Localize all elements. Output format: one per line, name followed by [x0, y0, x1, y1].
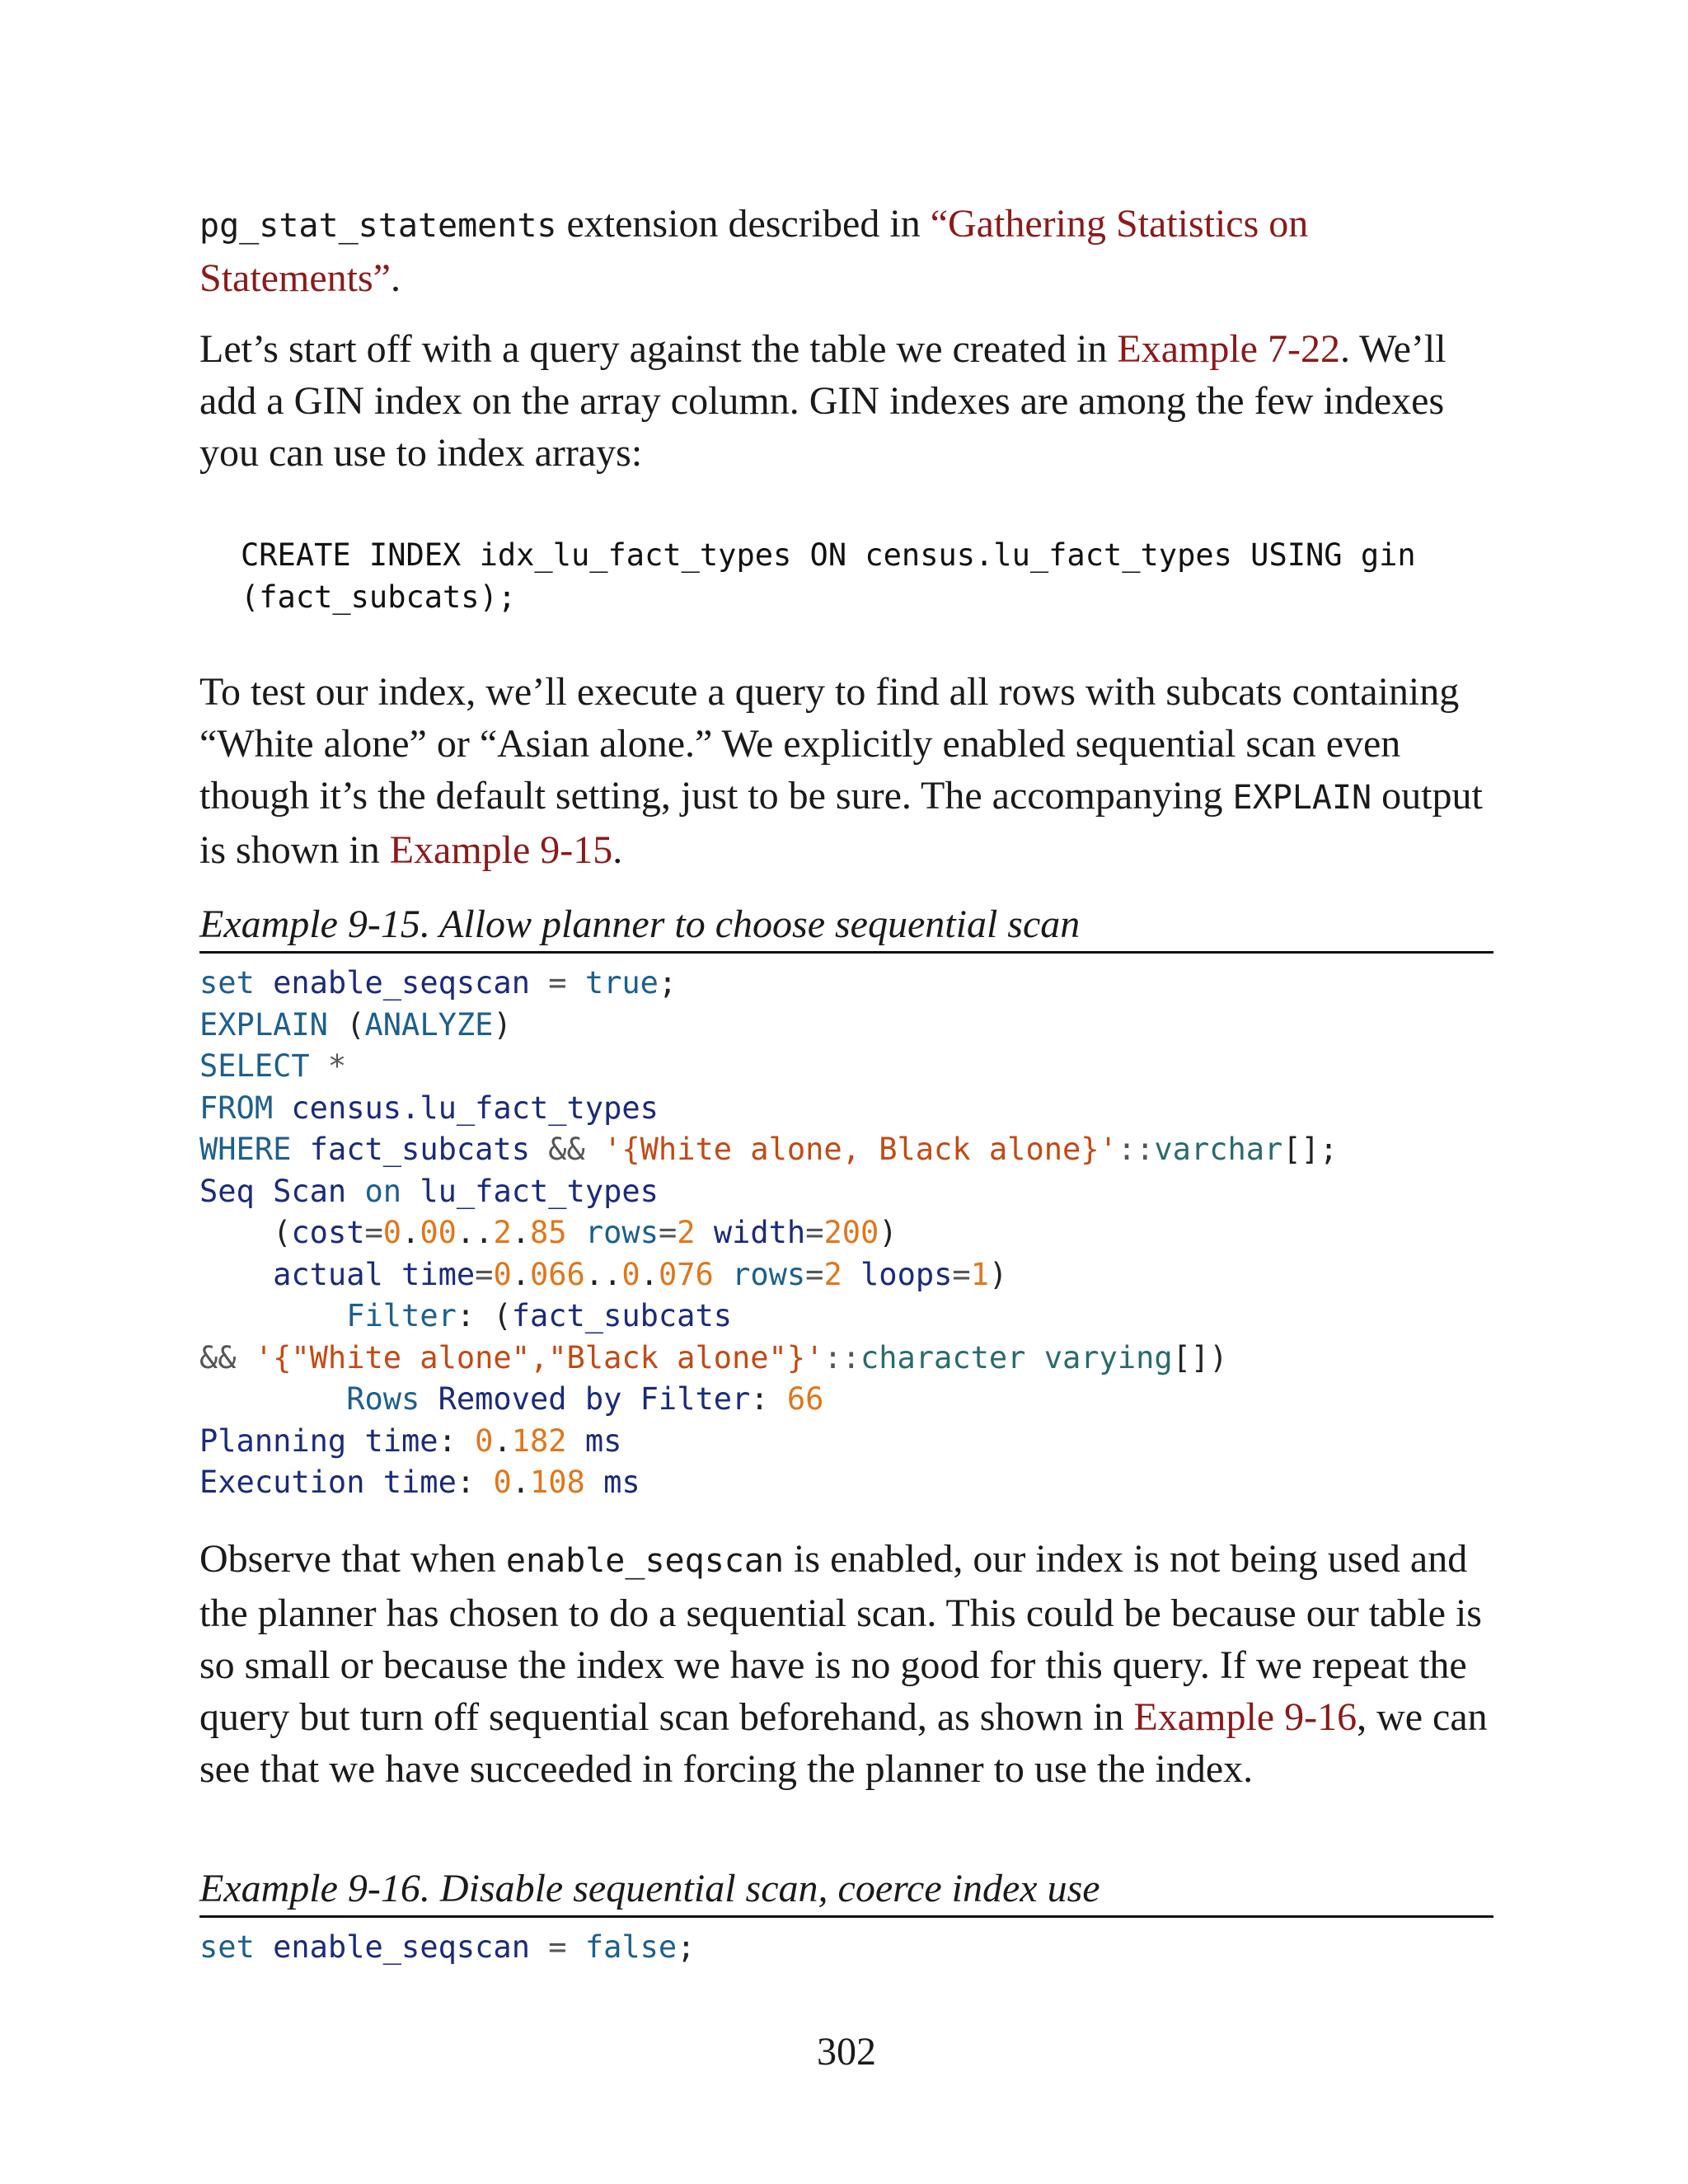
code-token	[346, 1174, 364, 1209]
code-token: )	[879, 1215, 898, 1250]
code-token: .	[401, 1215, 420, 1250]
code-token: 0	[493, 1256, 512, 1292]
inline-code-enable-seqscan: enable_seqscan	[505, 1542, 785, 1580]
code-line	[199, 1421, 1338, 1463]
code-token: )	[493, 1006, 512, 1043]
paragraph-text: To test our index, we’ll execute a query to find all rows with subcats containing “White alone” or “Asian alone.” We explicitly enabled sequential scan even though it’s the default setting, just to be sure. The accompanying	[199, 670, 1460, 818]
page-number: 302	[817, 2030, 876, 2074]
code-token: ::	[1117, 1132, 1155, 1167]
code-token: character varying	[860, 1339, 1173, 1376]
code-token: &&	[529, 1132, 604, 1167]
code-token: ..	[584, 1256, 622, 1292]
code-line	[199, 1088, 1338, 1130]
code-token	[199, 1381, 346, 1417]
code-token	[567, 1423, 585, 1459]
code-token: 2	[823, 1256, 842, 1292]
code-token	[273, 1090, 291, 1126]
code-token: census.lu_fact_types	[291, 1090, 659, 1126]
code-token: Execution time	[199, 1465, 457, 1500]
code-token: : (	[456, 1298, 512, 1333]
code-line	[199, 1254, 1338, 1296]
code-token	[199, 1298, 346, 1333]
code-token: 66	[786, 1381, 824, 1417]
code-token: 182	[511, 1422, 567, 1459]
code-token: Seq Scan	[199, 1173, 347, 1209]
code-line	[199, 1462, 1338, 1504]
example-9-15-caption: Example 9-15. Allow planner to choose sequential scan	[199, 900, 1493, 954]
code-token: Planning time	[199, 1422, 438, 1459]
code-token: FROM	[199, 1090, 274, 1126]
paragraph-text: , we can see that we have succeeded in forcing the planner to use the index.	[199, 1695, 1488, 1791]
code-token: fact_subcats	[511, 1298, 733, 1333]
code-line	[199, 1296, 1338, 1338]
code-token: 2	[493, 1215, 512, 1250]
link-gathering-statistics[interactable]: “Gathering Statistics on Statements”	[199, 202, 1309, 300]
code-token: ::	[823, 1339, 860, 1376]
code-token: 076	[658, 1256, 714, 1292]
code-line	[199, 1212, 1338, 1254]
code-token: on	[364, 1173, 402, 1209]
create-index-code	[241, 534, 1416, 617]
code-line: CREATE INDEX idx_lu_fact_types ON census.lu_fact_types USING gin	[241, 537, 1416, 573]
code-token: &&	[199, 1339, 255, 1376]
code-token: :	[750, 1381, 787, 1417]
code-token: 00	[420, 1215, 457, 1250]
code-token: =	[805, 1256, 824, 1292]
code-token: (	[199, 1215, 292, 1250]
code-token: Filter	[346, 1298, 457, 1333]
code-token: [])	[1172, 1339, 1228, 1376]
code-token: ;	[677, 1929, 696, 1965]
link-example-7-22[interactable]: Example 7-22	[1117, 327, 1340, 371]
code-token: actual time	[273, 1256, 476, 1292]
code-token: 200	[823, 1215, 879, 1250]
code-line	[199, 1927, 695, 1969]
code-token	[199, 1257, 273, 1292]
code-token: .	[493, 1422, 512, 1459]
code-token: [];	[1282, 1132, 1339, 1167]
paragraph-text: output is shown in	[199, 774, 1483, 872]
book-page	[199, 0, 1493, 2184]
code-token: 066	[530, 1256, 585, 1292]
inline-code-explain: EXPLAIN	[1232, 779, 1372, 817]
code-line	[199, 1379, 1338, 1421]
paragraph-observe	[199, 1533, 1493, 1795]
code-token: .	[511, 1256, 530, 1292]
code-token: rows	[732, 1256, 806, 1292]
code-token: lu_fact_types	[420, 1173, 659, 1209]
code-token: 0	[382, 1215, 402, 1250]
code-token: '{White alone, Black alone}'	[603, 1132, 1118, 1167]
code-token: :	[456, 1465, 494, 1500]
code-line	[199, 1046, 1338, 1088]
code-token: EXPLAIN	[199, 1006, 328, 1043]
example-9-16-caption: Example 9-16. Disable sequential scan, coerce index use	[199, 1864, 1493, 1918]
code-line	[199, 1129, 1338, 1171]
code-token: .	[511, 1465, 530, 1500]
paragraph-text: extension described in	[556, 202, 931, 246]
paragraph-text: .	[390, 256, 401, 300]
code-token: fact_subcats	[309, 1132, 530, 1167]
example-9-16-code	[199, 1927, 695, 1969]
code-token: WHERE	[199, 1132, 292, 1167]
code-token: 0	[621, 1256, 640, 1292]
code-token: 0	[493, 1465, 512, 1500]
code-token: set	[199, 1929, 255, 1965]
code-token	[420, 1381, 438, 1417]
code-token	[842, 1257, 860, 1292]
code-token: rows	[584, 1215, 659, 1250]
paragraph-text: Observe that when	[199, 1537, 506, 1581]
code-token: =	[952, 1256, 971, 1292]
code-token	[585, 1465, 603, 1500]
code-token: =	[475, 1256, 494, 1292]
paragraph-text: Let’s start off with a query against the table we created in	[199, 327, 1118, 371]
code-token: =	[529, 965, 585, 1001]
code-token: .	[511, 1215, 531, 1250]
code-token: (	[327, 1006, 365, 1043]
code-token: loops	[860, 1256, 953, 1292]
code-token	[714, 1257, 732, 1292]
code-token: enable_seqscan	[273, 1929, 530, 1965]
link-example-9-15[interactable]: Example 9-15	[389, 828, 613, 872]
code-token	[255, 1929, 273, 1965]
code-token: ..	[456, 1215, 494, 1250]
code-line: (fact_subcats);	[241, 579, 517, 615]
code-token: ms	[584, 1422, 622, 1459]
code-token: 85	[530, 1215, 567, 1250]
inline-code-pg-stat-statements: pg_stat_statements	[199, 207, 557, 245]
code-token: 1	[970, 1256, 989, 1292]
code-token: 0	[475, 1422, 494, 1459]
code-token: )	[988, 1256, 1008, 1292]
code-token: Removed by Filter	[438, 1381, 751, 1417]
code-token	[401, 1174, 420, 1209]
paragraph-gin-index	[199, 323, 1493, 479]
code-token: *	[309, 1048, 347, 1084]
code-token	[567, 1215, 585, 1250]
paragraph-text: is enabled, our index is not being used and the planner has chosen to do a sequential scan. This could be because our table is so small or because the index we have is no good for this query. If we repeat the query but turn off sequential scan beforehand, as shown in	[199, 1537, 1482, 1739]
code-line	[199, 1338, 1338, 1380]
code-token: true	[584, 965, 659, 1001]
code-token: .	[640, 1256, 659, 1292]
code-token: enable_seqscan	[273, 965, 530, 1001]
paragraph-text: .	[612, 828, 623, 872]
code-line	[199, 1171, 1338, 1213]
code-line	[199, 963, 1338, 1005]
code-token: ;	[658, 965, 678, 1001]
code-token: 108	[530, 1465, 585, 1500]
code-token: width	[713, 1215, 806, 1250]
code-token: 2	[677, 1215, 696, 1250]
code-token: '{"White alone","Black alone"}'	[254, 1339, 824, 1376]
code-token: =	[364, 1215, 383, 1250]
code-token: set	[199, 965, 255, 1001]
code-token	[291, 1132, 309, 1167]
paragraph-test-index	[199, 666, 1493, 876]
code-token: cost	[291, 1215, 365, 1250]
code-token: SELECT	[199, 1048, 310, 1084]
code-token: false	[584, 1929, 678, 1965]
code-token: varchar	[1154, 1132, 1283, 1167]
code-token: ms	[603, 1465, 640, 1500]
code-line	[199, 1005, 1338, 1047]
code-token	[696, 1215, 714, 1250]
code-token: ANALYZE	[364, 1006, 494, 1043]
code-token: =	[658, 1215, 678, 1250]
example-9-15-code	[199, 963, 1338, 1504]
code-token: Rows	[346, 1381, 420, 1417]
code-token	[255, 965, 273, 1001]
link-example-9-16[interactable]: Example 9-16	[1133, 1695, 1357, 1739]
code-token: :	[438, 1422, 476, 1459]
paragraph-intro	[199, 198, 1493, 304]
code-token: =	[529, 1929, 585, 1965]
paragraph-text: . We’ll add a GIN index on the array column. GIN indexes are among the few indexes you can use to index arrays:	[199, 327, 1447, 475]
code-token: =	[805, 1215, 824, 1250]
